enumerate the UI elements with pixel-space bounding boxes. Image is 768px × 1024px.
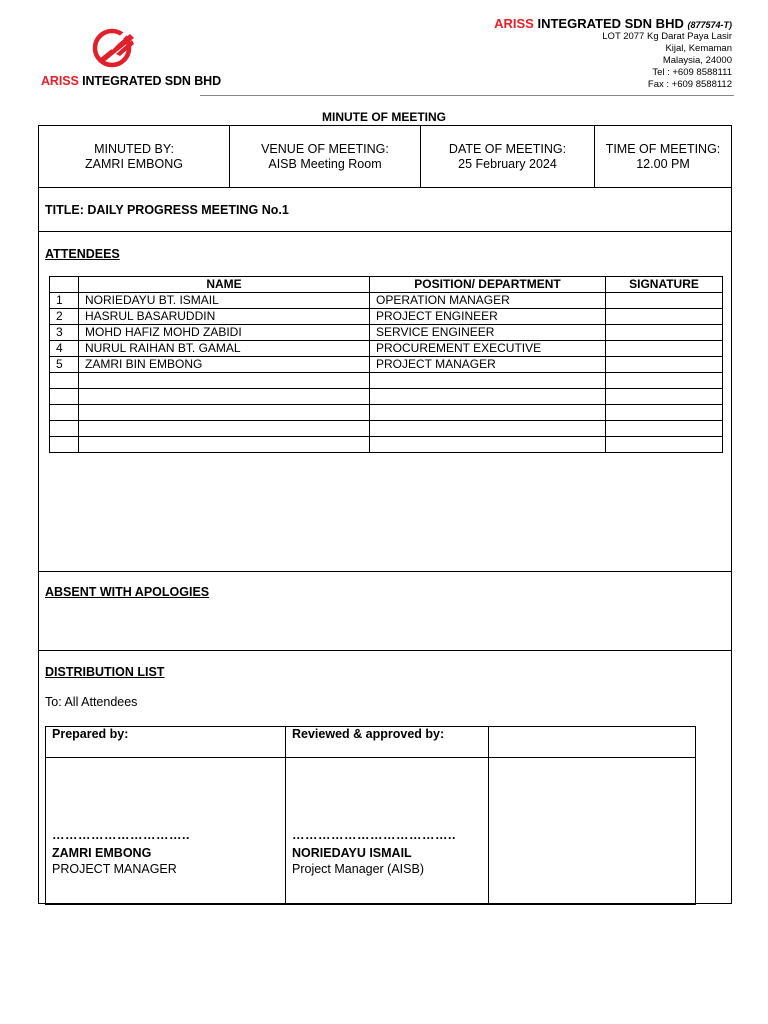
logo-wordmark [41,74,221,88]
attendee-signature [606,309,723,325]
attendee-row [50,309,723,325]
logo-brand-rest: INTEGRATED SDN BHD [78,74,222,88]
reviewed-signature-line: ……………………………….. [292,828,456,842]
reviewed-by-label: Reviewed & approved by: [286,727,489,758]
attendee-signature [606,341,723,357]
row-divider [39,187,731,188]
attendee-signature [606,325,723,341]
reviewed-by-block [286,758,489,905]
attendee-row [50,325,723,341]
company-reg-no: (877574-T) [687,20,732,30]
date-label: DATE OF MEETING: [448,141,567,156]
attendee-no: 2 [50,309,79,325]
meeting-title: TITLE: DAILY PROGRESS MEETING No.1 [45,203,289,217]
company-tel: Tel : +609 8588111 [652,67,732,78]
minuted-by-label: MINUTED BY: [94,141,174,156]
attendee-row [50,389,723,405]
row-divider [39,571,731,572]
attendee-no [50,437,79,453]
attendee-position: PROJECT MANAGER [370,357,606,373]
signoff-body-row [46,758,696,905]
attendee-signature [606,389,723,405]
time-label: TIME OF MEETING: [605,141,721,156]
attendee-name: NURUL RAIHAN BT. GAMAL [79,341,370,357]
col-signature-header: SIGNATURE [606,277,723,293]
attendee-position: OPERATION MANAGER [370,293,606,309]
attendees-heading: ATTENDEES [45,247,120,261]
attendee-no [50,389,79,405]
date-value: 25 February 2024 [458,156,557,171]
attendee-no: 4 [50,341,79,357]
attendee-position: SERVICE ENGINEER [370,325,606,341]
attendee-position [370,421,606,437]
attendee-row [50,293,723,309]
document-title: MINUTE OF MEETING [322,110,446,124]
attendees-table [49,276,723,453]
address-line-1: LOT 2077 Kg Darat Paya Lasir [602,31,732,42]
logo-brand-word: ARISS [41,74,79,88]
row-divider [39,650,731,651]
attendee-row [50,421,723,437]
signoff-empty-block [489,758,696,905]
attendee-position: PROJECT ENGINEER [370,309,606,325]
prepared-by-block [46,758,286,905]
attendee-signature [606,373,723,389]
header-divider [200,95,734,96]
venue-label: VENUE OF MEETING: [261,141,389,156]
attendee-name [79,421,370,437]
col-no-header [50,277,79,293]
prepared-by-label: Prepared by: [46,727,286,758]
distribution-to: To: All Attendees [45,695,138,709]
attendee-no [50,373,79,389]
attendee-position: PROCUREMENT EXECUTIVE [370,341,606,357]
attendee-name [79,405,370,421]
attendee-signature [606,357,723,373]
attendee-name: HASRUL BASARUDDIN [79,309,370,325]
attendees-header-row [50,277,723,293]
distribution-heading: DISTRIBUTION LIST [45,665,165,679]
attendee-name: MOHD HAFIZ MOHD ZABIDI [79,325,370,341]
attendee-position [370,437,606,453]
attendee-row [50,357,723,373]
date-cell [421,126,594,187]
attendee-row [50,341,723,357]
company-name [494,16,732,31]
attendee-row [50,437,723,453]
venue-value: AISB Meeting Room [268,156,382,171]
attendee-position [370,389,606,405]
attendee-no [50,421,79,437]
company-info [494,16,732,91]
attendee-no: 1 [50,293,79,309]
ariss-logo-icon [90,24,138,72]
attendee-no [50,405,79,421]
attendee-row [50,405,723,421]
row-divider [39,231,731,232]
attendee-signature [606,437,723,453]
attendee-name [79,373,370,389]
attendee-name: NORIEDAYU BT. ISMAIL [79,293,370,309]
attendee-signature [606,293,723,309]
attendee-position [370,373,606,389]
signoff-empty-cell [489,727,696,758]
attendee-row [50,373,723,389]
attendee-no: 5 [50,357,79,373]
col-name-header: NAME [79,277,370,293]
reviewed-by-role: Project Manager (AISB) [292,862,424,876]
time-cell [595,126,731,187]
attendee-signature [606,405,723,421]
attendee-name [79,437,370,453]
minutes-form [38,125,732,904]
absent-heading: ABSENT WITH APOLOGIES [45,585,210,599]
company-brand-word: ARISS [494,16,534,31]
minuted-by-cell [39,126,229,187]
prepared-signature-line: ………………………….. [52,828,190,842]
prepared-by-role: PROJECT MANAGER [52,862,177,876]
address-line-2: Kijal, Kemaman [665,43,732,54]
attendee-name: ZAMRI BIN EMBONG [79,357,370,373]
attendee-no: 3 [50,325,79,341]
attendee-position [370,405,606,421]
minuted-by-value: ZAMRI EMBONG [85,156,183,171]
time-value: 12.00 PM [636,156,690,171]
col-position-header: POSITION/ DEPARTMENT [370,277,606,293]
address-line-3: Malaysia, 24000 [662,55,732,66]
company-name-rest: INTEGRATED SDN BHD [533,16,684,31]
attendee-name [79,389,370,405]
company-fax: Fax : +609 8588112 [647,79,732,90]
venue-cell [230,126,420,187]
signoff-table [45,726,696,905]
reviewed-by-name: NORIEDAYU ISMAIL [292,846,412,860]
signoff-header-row [46,727,696,758]
attendee-signature [606,421,723,437]
company-logo [38,22,238,94]
prepared-by-name: ZAMRI EMBONG [52,846,152,860]
